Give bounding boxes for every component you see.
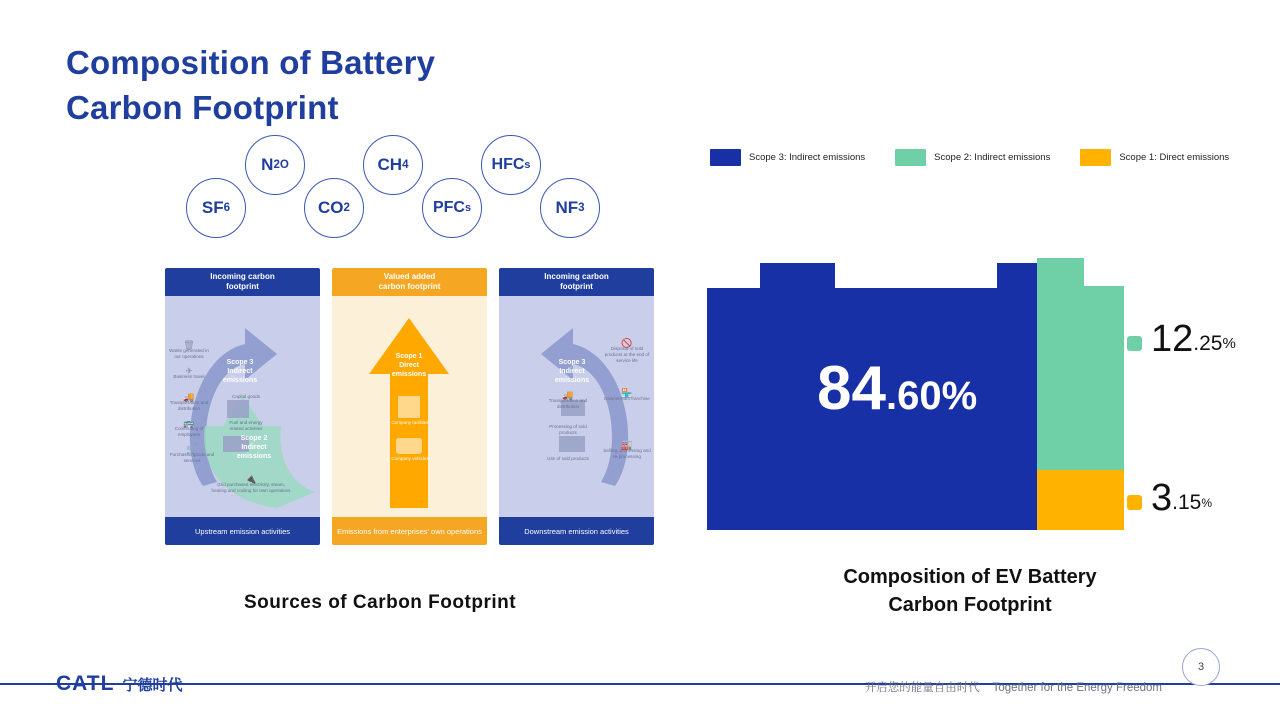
gas-bubble-sf6-label: SF	[201, 198, 224, 217]
panel-operations-footer: Emissions from enterprises' own operations	[332, 517, 487, 545]
bar-label-scope1-int: 3	[1151, 477, 1173, 519]
panel-upstream-header	[165, 268, 320, 296]
panel-operations-header-line2: carbon footprint	[378, 282, 441, 291]
gas-bubble-ch4	[363, 135, 423, 195]
page-title-line2: Carbon Footprint	[66, 89, 339, 126]
panel-downstream-scope3-line3: emissions	[554, 377, 590, 384]
page-title-line1: Composition of Battery	[66, 44, 436, 81]
page-number: 3	[1182, 648, 1220, 686]
gas-bubble-hfcs-sub: s	[524, 159, 531, 171]
panel-downstream-footer: Downstream emission activities	[499, 517, 654, 545]
legend-swatch-scope1	[1080, 149, 1111, 166]
panel-downstream-header-line1: Incoming carbon	[544, 272, 609, 281]
panel-upstream-scope3-line2: Indirect	[227, 368, 253, 375]
panel-downstream-note-transport: 🚚 Transportation and distribution	[543, 392, 593, 410]
bar-label-scope2-dot	[1127, 336, 1142, 351]
panel-operations-scope1-line1: Scope 1	[395, 353, 423, 360]
bar-segment-scope3-notch-2	[997, 263, 1037, 290]
gas-bubble-hfcs-label: HFC	[491, 156, 525, 173]
panel-upstream-scope3	[205, 358, 275, 385]
bar-label-scope2-int: 12	[1151, 318, 1194, 360]
truck-icon: 🚚	[183, 392, 195, 402]
panel-upstream	[165, 268, 320, 545]
gas-bubble-nf3-sub: 3	[578, 202, 585, 214]
panel-upstream-scope2	[223, 434, 285, 461]
panel-upstream-note-transport: 🚚 Transportation and distribution	[167, 394, 211, 412]
ev-battery-composition-chart	[707, 258, 1236, 530]
panel-downstream-header-line2: footprint	[560, 282, 593, 291]
panel-downstream-body	[499, 296, 654, 517]
panel-operations	[332, 268, 487, 545]
panel-upstream-note-purchased: 🛒 Purchased goods and services	[167, 446, 217, 464]
panel-operations-header	[332, 268, 487, 296]
panel-upstream-footer: Upstream emission activities	[165, 517, 320, 545]
brand-logo-cn: 宁德时代	[122, 676, 183, 694]
panel-downstream-note-use: Use of sold products	[547, 456, 589, 461]
bar-segment-scope2	[1037, 258, 1084, 470]
no-entry-icon: 🚫	[621, 338, 633, 348]
panel-downstream-note-processing: Processing of sold products	[549, 424, 587, 435]
gas-bubble-sf6-sub: 6	[223, 202, 231, 214]
panel-upstream-scope3-line1: Scope 3	[226, 359, 254, 366]
bar-label-scope3-dec: .60%	[885, 374, 978, 418]
delivery-truck-icon: 🚚	[562, 390, 574, 400]
footer-tagline-cn: 开启您的能量自由时代	[864, 682, 980, 694]
panel-upstream-scope2-line2: Indirect	[241, 444, 267, 451]
plug-icon: 🔌	[245, 474, 257, 484]
gas-bubble-hfcs	[481, 135, 541, 195]
panel-upstream-scope3-line3: emissions	[222, 377, 258, 384]
trash-icon: 🗑	[183, 340, 195, 350]
brand-logo-latin: CATL	[56, 672, 115, 695]
gas-bubble-n2o-label: N	[261, 155, 274, 174]
legend-item-scope2	[895, 149, 1050, 166]
chart-caption-line1: Composition of EV Battery	[843, 566, 1097, 588]
panel-operations-scope1	[376, 352, 442, 379]
gas-bubble-pfcs	[422, 178, 482, 238]
cart-icon: 🛒	[186, 444, 198, 454]
carbon-footprint-panels	[110, 268, 651, 548]
panel-upstream-body	[165, 296, 320, 517]
gas-bubble-n2o	[245, 135, 305, 195]
bar-segment-scope3-notch-1	[760, 263, 835, 290]
footer-tagline-en: Together for the Energy Freedom	[992, 682, 1162, 694]
page-title	[66, 40, 435, 130]
bar-label-scope2-pct: %	[1222, 335, 1236, 352]
legend-label-scope3: Scope 3: Indirect emissions	[749, 152, 866, 163]
panel-upstream-scope2-line3: emissions	[236, 453, 272, 460]
panel-upstream-header-line1: Incoming carbon	[210, 272, 275, 281]
panel-downstream-header	[499, 268, 654, 296]
panel-operations-body	[332, 296, 487, 517]
gas-bubble-n2o-sub: 2O	[273, 159, 289, 171]
legend-item-scope3	[710, 149, 865, 166]
chart-caption	[760, 563, 1180, 619]
bar-label-scope3-int: 84	[817, 354, 886, 423]
gas-bubble-nf3-label: NF	[555, 198, 579, 217]
panel-upstream-note-waste: 🗑 Waste generated in our operations	[167, 342, 211, 360]
panel-upstream-note-travel: ✈ Business travel	[167, 368, 211, 380]
footer-tagline	[865, 679, 1162, 695]
panel-downstream-scope3	[537, 358, 607, 385]
panel-operations-scope1-line3: emissions	[391, 371, 427, 378]
gas-bubble-ch4-label: CH	[377, 155, 403, 174]
panel-operations-note-vehicles: Company vehicles	[391, 456, 429, 461]
panel-upstream-scope2-line1: Scope 2	[240, 435, 268, 442]
gas-bubble-pfcs-label: PFC	[432, 199, 465, 216]
sources-caption: Sources of Carbon Footprint	[243, 592, 517, 613]
factory-icon: 🏭	[621, 440, 633, 450]
panel-upstream-note-fuel: Fuel and energy related activities	[229, 420, 263, 431]
bar-label-scope2-dec: .25	[1193, 332, 1223, 355]
legend-item-scope1	[1080, 149, 1229, 166]
gas-bubble-nf3	[540, 178, 600, 238]
legend-label-scope1: Scope 1: Direct emissions	[1119, 152, 1230, 163]
panel-downstream-scope3-line2: Indirect	[559, 368, 585, 375]
panel-downstream-note-selling: 🏭 Selling, processing and re-processing	[603, 440, 651, 459]
legend-swatch-scope3	[710, 149, 741, 166]
bar-label-scope1	[1127, 479, 1212, 517]
shop-icon: 🏪	[621, 388, 633, 398]
bus-icon: 🚌	[183, 418, 195, 428]
panel-upstream-note-capital: Capital goods	[231, 394, 261, 399]
bar-segment-scope2-step	[1084, 286, 1124, 470]
panel-upstream-header-line2: footprint	[226, 282, 259, 291]
panel-downstream-note-disposal: 🚫 Disposal of sold products at the end of service life	[604, 338, 650, 363]
panel-downstream-scope3-line1: Scope 3	[558, 359, 586, 366]
airplane-icon: ✈	[185, 366, 193, 376]
legend-label-scope2: Scope 2: Indirect emissions	[934, 152, 1051, 163]
gas-bubble-co2-label: CO	[318, 198, 344, 217]
greenhouse-gas-bubbles	[170, 130, 600, 260]
panel-upstream-note-commuting: 🚌 Commuting of employees	[167, 420, 211, 438]
gas-bubble-pfcs-sub: s	[464, 202, 472, 214]
panel-operations-note-facilities: Company facilities	[391, 420, 429, 425]
bar-segment-scope1	[1037, 470, 1124, 530]
bar-label-scope1-dot	[1127, 495, 1142, 510]
gas-bubble-ch4-sub: 4	[402, 159, 409, 171]
gas-bubble-co2-sub: 2	[343, 202, 350, 214]
chart-legend	[710, 149, 1229, 166]
bar-label-scope3	[817, 353, 977, 424]
panel-operations-scope1-line2: Direct	[399, 362, 419, 369]
bar-label-scope2	[1127, 320, 1236, 358]
bar-label-scope1-dec: .15	[1172, 491, 1202, 514]
legend-swatch-scope2	[895, 149, 926, 166]
brand-logo	[56, 672, 182, 696]
panel-operations-arrow	[332, 296, 487, 517]
panel-upstream-note-grid: 🔌 Grid purchased electricity, steam, heating and cooling for own operations	[209, 476, 293, 494]
gas-bubble-sf6	[186, 178, 246, 238]
gas-bubble-co2	[304, 178, 364, 238]
panel-operations-header-line1: Valued added	[383, 272, 436, 281]
panel-downstream-note-franchise: 🏪 Downstream franchise	[604, 388, 650, 401]
bar-label-scope1-pct: %	[1201, 496, 1213, 510]
chart-caption-line2: Carbon Footprint	[888, 594, 1052, 616]
panel-downstream	[499, 268, 654, 545]
